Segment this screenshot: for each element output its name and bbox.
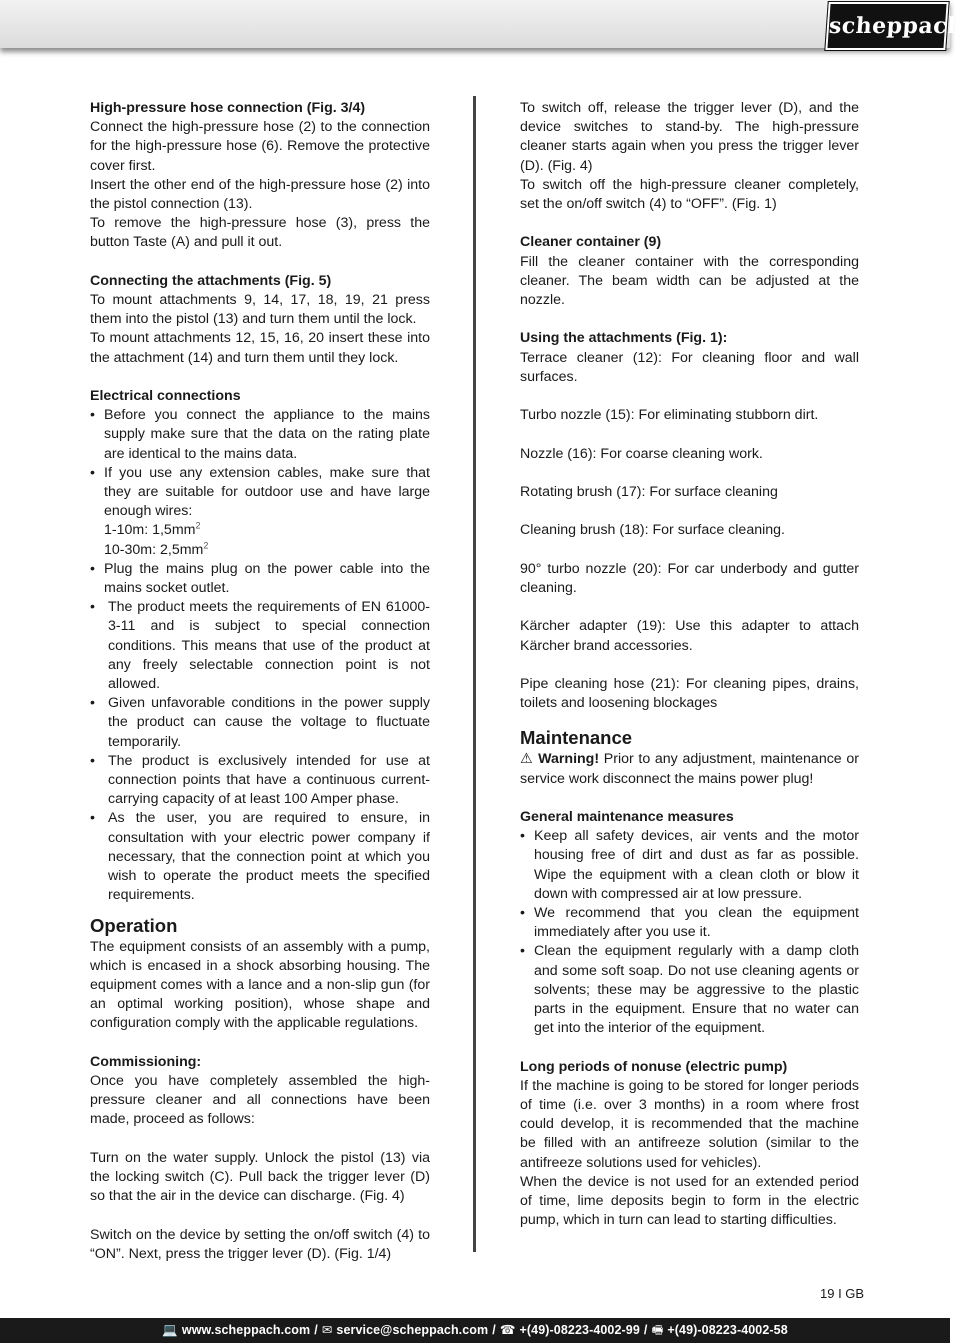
right-column	[520, 99, 859, 1230]
list-item: • Given unfavorable conditions in the power supply the product can cause the voltage to fluctuate temporarily.	[90, 694, 430, 752]
phone-icon: ☎	[499, 1323, 516, 1337]
paragraph: The equipment consists of an assembly with a pump, which is encased in a shock absorbing housing. The equipment comes with a lance and a non-slip gun (for an optimal working position), whose shape and configuration comply with the applicable regulations.	[90, 938, 430, 1032]
section-title-hose: High-pressure hose connection (Fig. 3/4)	[90, 100, 366, 116]
page-number: 19 I GB	[820, 1286, 865, 1301]
footer-separator: /	[492, 1323, 496, 1337]
warning-paragraph	[520, 750, 859, 788]
section-title-commissioning: Commissioning:	[90, 1053, 202, 1070]
warning-label: ⚠ Warning!	[520, 751, 600, 768]
section-title-general-maintenance: General maintenance measures	[520, 808, 734, 825]
footer-fax: +(49)-08223-4002-58	[667, 1323, 788, 1337]
paragraph: Once you have completely assembled the high-pressure cleaner and all connections have been made, proceed as follows:	[90, 1072, 430, 1128]
section-title-cleaner-container: Cleaner container (9)	[520, 234, 662, 251]
superscript: 2	[195, 520, 201, 531]
paragraph: Switch on the device by setting the on/off switch (4) to “ON”. Next, press the trigger lever (D). (Fig. 1/4)	[90, 1226, 430, 1262]
brand-logo: scheppach	[825, 2, 948, 50]
header-bar	[0, 0, 965, 48]
electrical-list	[90, 406, 430, 905]
paragraph: Cleaning brush (18): For surface cleaning.	[520, 522, 785, 539]
paragraph: When the device is not used for an extended period of time, lime deposits begin to form in the electric pump, which in turn can lead to starting difficulties.	[520, 1173, 859, 1229]
footer-website-link[interactable]: www.scheppach.com	[181, 1323, 311, 1337]
footer-separator: /	[643, 1323, 648, 1337]
left-column	[90, 99, 430, 1264]
cable-spec-1: 1-10m: 1,5mm	[104, 522, 196, 539]
fax-icon: 🖷	[651, 1323, 664, 1337]
footer-phone: +(49)-08223-4002-99	[519, 1323, 640, 1337]
paragraph: Turn on the water supply. Unlock the pistol (13) via the locking switch (C). Pull back the trigger lever (D) so that the air in the device can discharge. (Fig. 4)	[90, 1149, 430, 1205]
paragraph: Turbo nozzle (15): For eliminating stubborn dirt.	[520, 407, 819, 424]
computer-icon: 💻	[162, 1323, 178, 1337]
paragraph: Terrace cleaner (12): For cleaning floor and wall surfaces.	[520, 349, 859, 385]
heading-operation: Operation	[90, 914, 178, 936]
list-item: • Before you connect the appliance to the mains supply make sure that the data on the rating plate are identical to the mains data.	[90, 406, 430, 464]
footer-bar	[0, 1318, 950, 1343]
warning-text: Prior to any adjustment, maintenance or service work disconnect the mains power plug!	[520, 751, 859, 787]
mail-icon: ✉	[321, 1323, 333, 1337]
paragraph: To switch off, release the trigger lever (D), and the device switches to stand-by. The high-pressure cleaner starts again when you press the trigger lever (D). (Fig. 4)	[520, 100, 859, 174]
column-divider	[473, 96, 476, 1252]
list-item-text: If you use any extension cables, make sure that they are suitable for outdoor use and have large enough wires:	[104, 464, 430, 520]
paragraph: Fill the cleaner container with the corresponding cleaner. The beam width can be adjusted at the nozzle.	[520, 253, 859, 309]
list-item: • The product meets the requirements of EN 61000-3-11 and is subject to special connection conditions. This means that use of the product at any freely selectable connection point is not allowed.	[90, 598, 430, 694]
heading-maintenance: Maintenance	[520, 727, 633, 749]
paragraph: Pipe cleaning hose (21): For cleaning pipes, drains, toilets and loosening blockages	[520, 675, 859, 712]
list-item: • Plug the mains plug on the power cable into the mains socket outlet.	[90, 560, 430, 598]
paragraph: 90° turbo nozzle (20): For car underbody and gutter cleaning.	[520, 560, 859, 596]
list-item	[90, 464, 430, 560]
paragraph: To mount attachments 9, 14, 17, 18, 19, 21 press them into the pistol (13) and turn them until the lock.	[90, 292, 430, 328]
list-item: • As the user, you are required to ensure, in consultation with your electric power company if necessary, that the connection point at which you wish to operate the product meets the specified requirements.	[90, 809, 430, 905]
paragraph: To mount attachments 12, 15, 16, 20 insert these into the attachment (14) and turn them until they lock.	[90, 330, 430, 366]
cable-spec-2: 10-30m: 2,5mm	[104, 541, 204, 558]
list-item: • We recommend that you clean the equipment immediately after you use it.	[520, 904, 859, 942]
paragraph: Insert the other end of the high-pressure hose (2) into the pistol connection (13).	[90, 176, 430, 213]
section-title-using-attachments: Using the attachments (Fig. 1):	[520, 330, 728, 347]
section-title-electrical: Electrical connections	[90, 388, 241, 405]
paragraph: Rotating brush (17): For surface cleaning	[520, 483, 778, 500]
list-item: • Clean the equipment regularly with a damp cloth and some soft soap. Do not use cleaning agents or solvents; these may be aggressive to the plastic parts in the equipment. Ensure that no water can get into the interior of the equipment.	[520, 942, 859, 1038]
footer-separator: /	[314, 1323, 318, 1337]
paragraph: Kärcher adapter (19): Use this adapter to attach Kärcher brand accessories.	[520, 618, 859, 654]
paragraph: If the machine is going to be stored for longer periods of time (i.e. over 3 months) in a room where frost could develop, it is recommended that the machine be filled with an antifreeze solution (similar to the antifreeze solutions used for vehicles).	[520, 1077, 859, 1171]
section-title-attachments: Connecting the attachments (Fig. 5)	[90, 272, 332, 289]
paragraph: Nozzle (16): For coarse cleaning work.	[520, 445, 763, 462]
list-item: • Keep all safety devices, air vents and the motor housing free of dirt and dust as far as possible. Wipe the equipment with a clean cloth or blow it down with compressed air at low pressure.	[520, 827, 859, 904]
superscript: 2	[203, 539, 209, 550]
paragraph: To switch off the high-pressure cleaner completely, set the on/off switch (4) to “OFF”. (Fig. 1)	[520, 176, 859, 213]
section-title-long-nonuse: Long periods of nonuse (electric pump)	[520, 1058, 788, 1075]
list-item: • The product is exclusively intended for use at connection points that have a continuous current-carrying capacity of at least 100 Amper phase.	[90, 752, 430, 810]
paragraph: Connect the high-pressure hose (2) to the connection for the high-pressure hose (6). Remove the protective cover first.	[90, 119, 430, 174]
maintenance-list	[520, 827, 859, 1038]
paragraph: To remove the high-pressure hose (3), press the button Taste (A) and pull it out.	[90, 215, 430, 251]
footer-email-link[interactable]: service@scheppach.com	[336, 1323, 489, 1337]
